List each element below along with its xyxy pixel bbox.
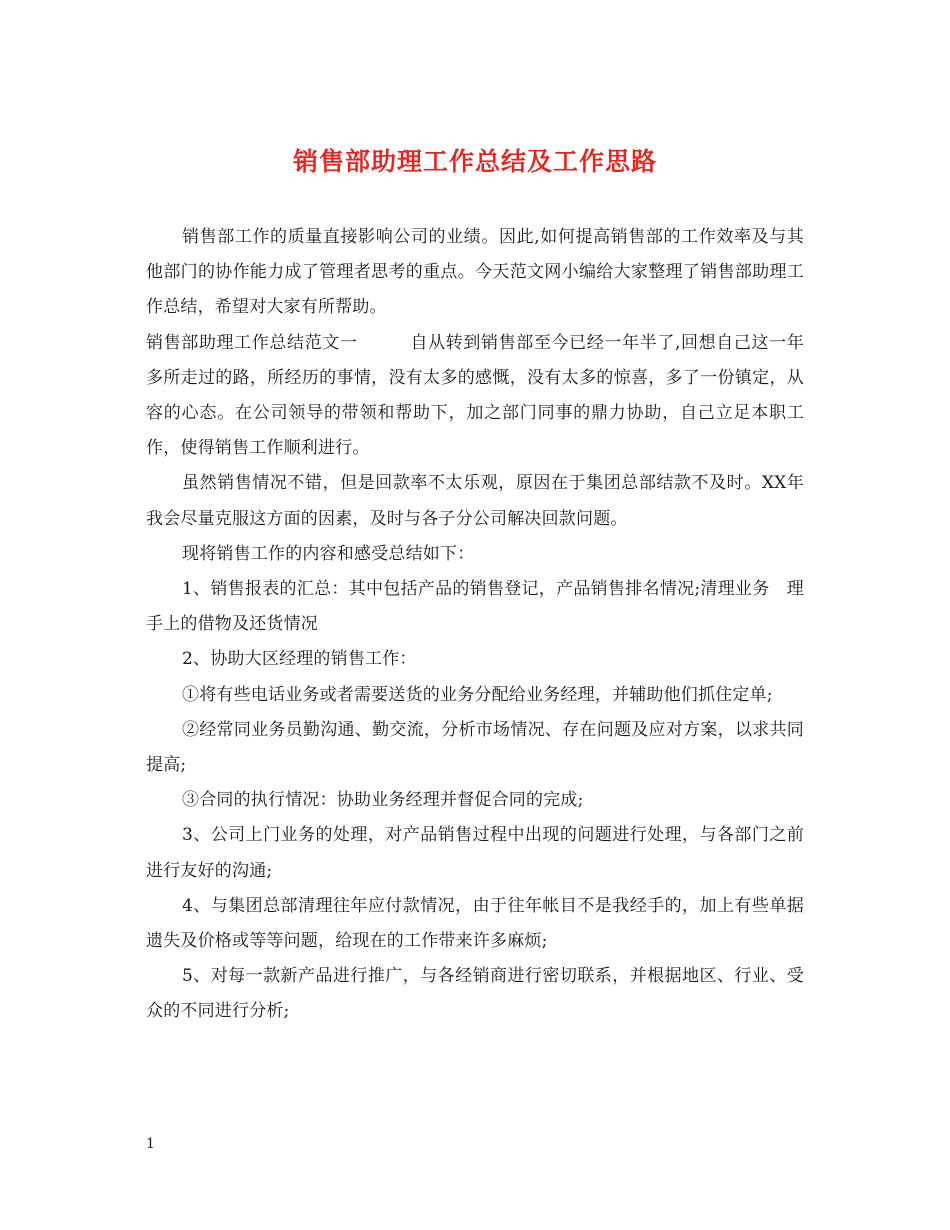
list-item: ③合同的执行情况：协助业务经理并督促合同的完成; — [182, 790, 584, 811]
list-item: ①将有些电话业务或者需要送货的业务分配给业务经理，并辅助他们抓住定单; — [182, 684, 773, 705]
page-number: 1 — [146, 1136, 155, 1152]
list-item: 3、公司上门业务的处理，对产品销售过程中出现的问题进行处理，与各部门之前进行友好的沟通; — [146, 825, 804, 881]
list-item: 5、对每一款新产品进行推广，与各经销商进行密切联系，并根据地区、行业、受众的不同进行分析; — [146, 966, 804, 1022]
list-item: 4、与集团总部清理往年应付款情况，由于往年帐目不是我经手的，加上有些单据遗失及价格或等等问题，给现在的工作带来许多麻烦; — [146, 895, 804, 952]
paragraph: 虽然销售情况不错，但是回款率不太乐观，原因在于集团总部结款不及时。XX年我会尽量克服这方面的因素，及时与各子分公司解决回款问题。 — [146, 473, 804, 529]
list-item: 1、销售报表的汇总：其中包括产品的销售登记，产品销售排名情况;清理业务 理手上的借物及还货情况 — [146, 579, 804, 635]
list-item: ②经常同业务员勤沟通、勤交流，分析市场情况、存在问题及应对方案，以求共同提高; — [146, 719, 804, 776]
document-body — [146, 220, 804, 1030]
paragraph: 销售部助理工作总结范文一 自从转到销售部至今已经一年半了,回想自己这一年多所走过的路，所经历的事情，没有太多的感慨，没有太多的惊喜，多了一份镇定，从容的心态。在公司领导的带领和帮助下，加之部门同事的鼎力协助，自己立足本职工作，使得销售工作顺利进行。 — [146, 332, 804, 459]
list-item: 2、协助大区经理的销售工作： — [182, 649, 417, 670]
paragraph: 现将销售工作的内容和感受总结如下： — [182, 543, 475, 564]
document-title: 销售部助理工作总结及工作思路 — [292, 147, 657, 176]
paragraph: 销售部工作的质量直接影响公司的业绩。因此,如何提高销售部的工作效率及与其他部门的协作能力成了管理者思考的重点。今天范文网小编给大家整理了销售部助理工作总结，希望对大家有所帮助。 — [146, 227, 804, 318]
